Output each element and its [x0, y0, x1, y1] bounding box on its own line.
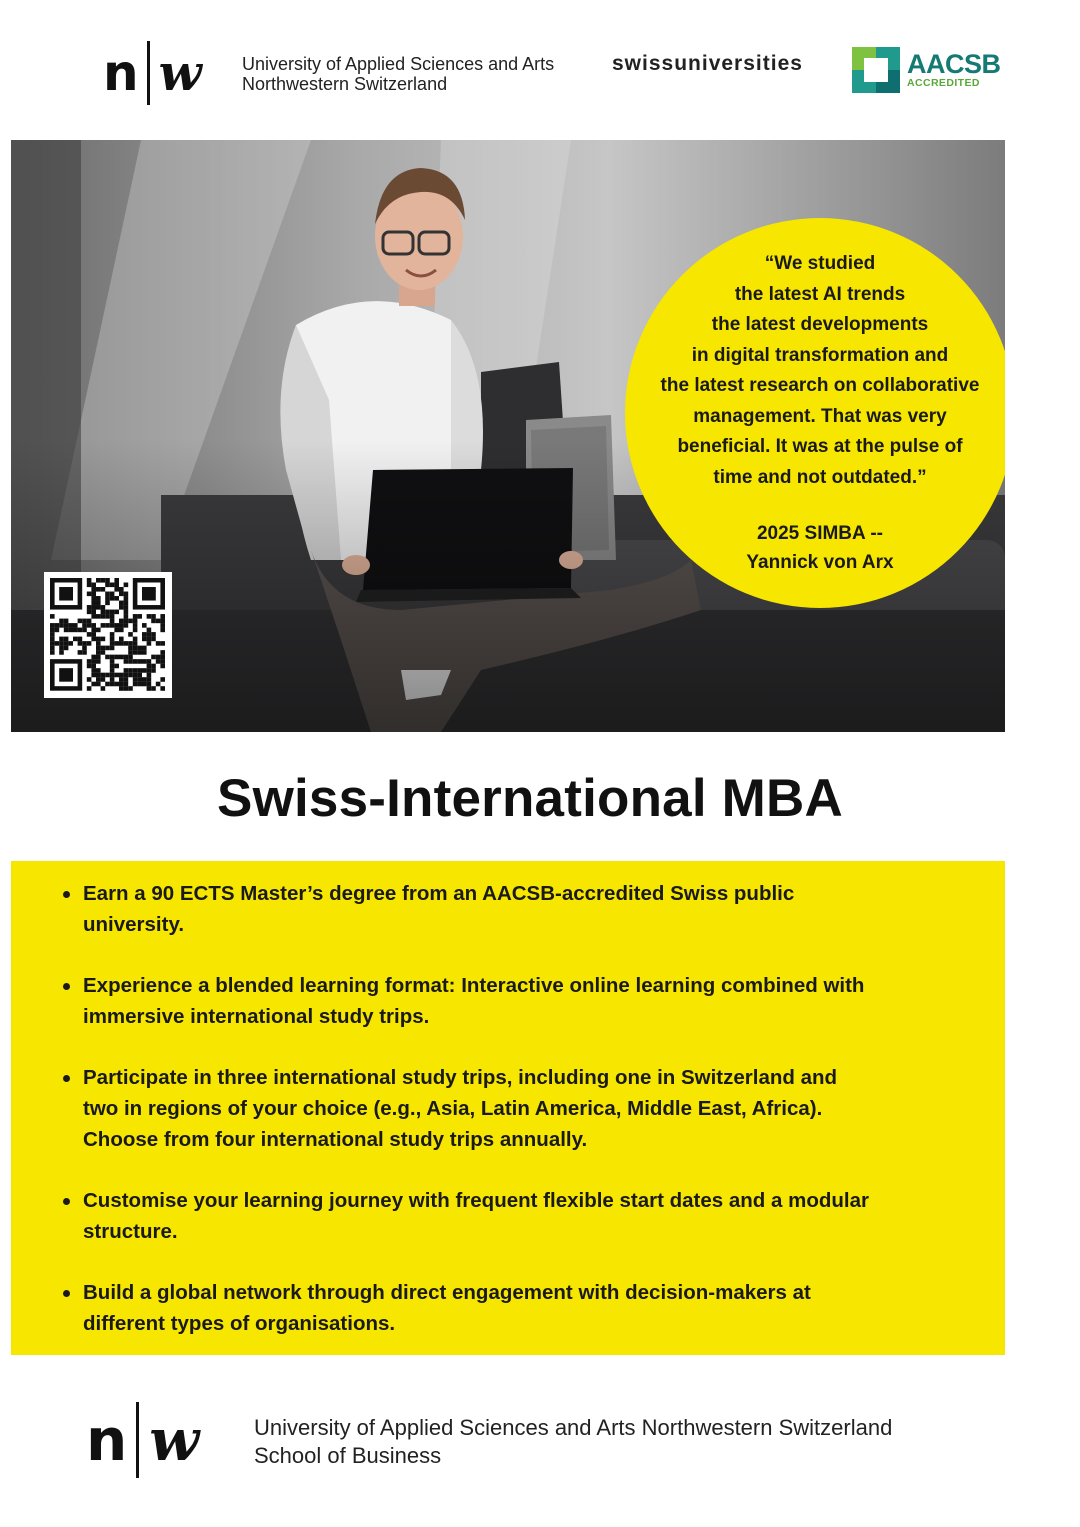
benefit-item: Experience a blended learning format: Interactive online learning combined with immersive international study trips.: [63, 970, 963, 1032]
university-name: [242, 54, 554, 94]
footer-line2: School of Business: [254, 1443, 442, 1468]
aacsb-mark-icon: [852, 47, 900, 93]
benefits-list: [63, 878, 963, 1339]
benefit-item: Build a global network through direct engagement with decision-makers at different types of organisations.: [63, 1277, 963, 1339]
fhnw-logo: n w: [103, 40, 202, 106]
benefits-box: [11, 861, 1005, 1355]
testimonial-author: 2025 SIMBA -- Yannick von Arx: [746, 523, 894, 573]
footer-institution: [254, 1414, 892, 1470]
qr-code-icon[interactable]: [44, 572, 172, 698]
swissuniversities-logo: swissuniversities: [612, 52, 803, 75]
aacsb-status: ACCREDITED: [907, 76, 980, 89]
benefit-item: Earn a 90 ECTS Master’s degree from an AACSB-accredited Swiss public university.: [63, 878, 963, 940]
page-title: Swiss-International MBA: [217, 769, 843, 828]
footer-fhnw-logo: n w: [86, 1402, 199, 1478]
aacsb-logo: [852, 47, 1001, 93]
header: [0, 0, 1080, 140]
footer-line1: University of Applied Sciences and Arts Northwestern Switzerland: [254, 1415, 893, 1440]
university-name-line2: Northwestern Switzerland: [242, 74, 448, 95]
benefit-item: Participate in three international study trips, including one in Switzerland and two in regions of your choice (e.g., Asia, Latin America, Middle East, Africa). Choose from four international study trips annually.: [63, 1062, 963, 1155]
footer: [0, 1390, 1080, 1527]
hero-photo: [11, 140, 1005, 732]
university-name-line1: University of Applied Sciences and Arts: [242, 54, 555, 74]
aacsb-name: AACSB: [907, 48, 1001, 79]
testimonial-quote: “We studied the latest AI trends the latest developments in digital transformation and the latest research on collaborative management. That was very beneficial. It was at the pulse of time and not outdated.”: [660, 253, 980, 488]
benefit-item: Customise your learning journey with frequent flexible start dates and a modular structure.: [63, 1185, 963, 1247]
testimonial-bubble: [625, 218, 1005, 608]
